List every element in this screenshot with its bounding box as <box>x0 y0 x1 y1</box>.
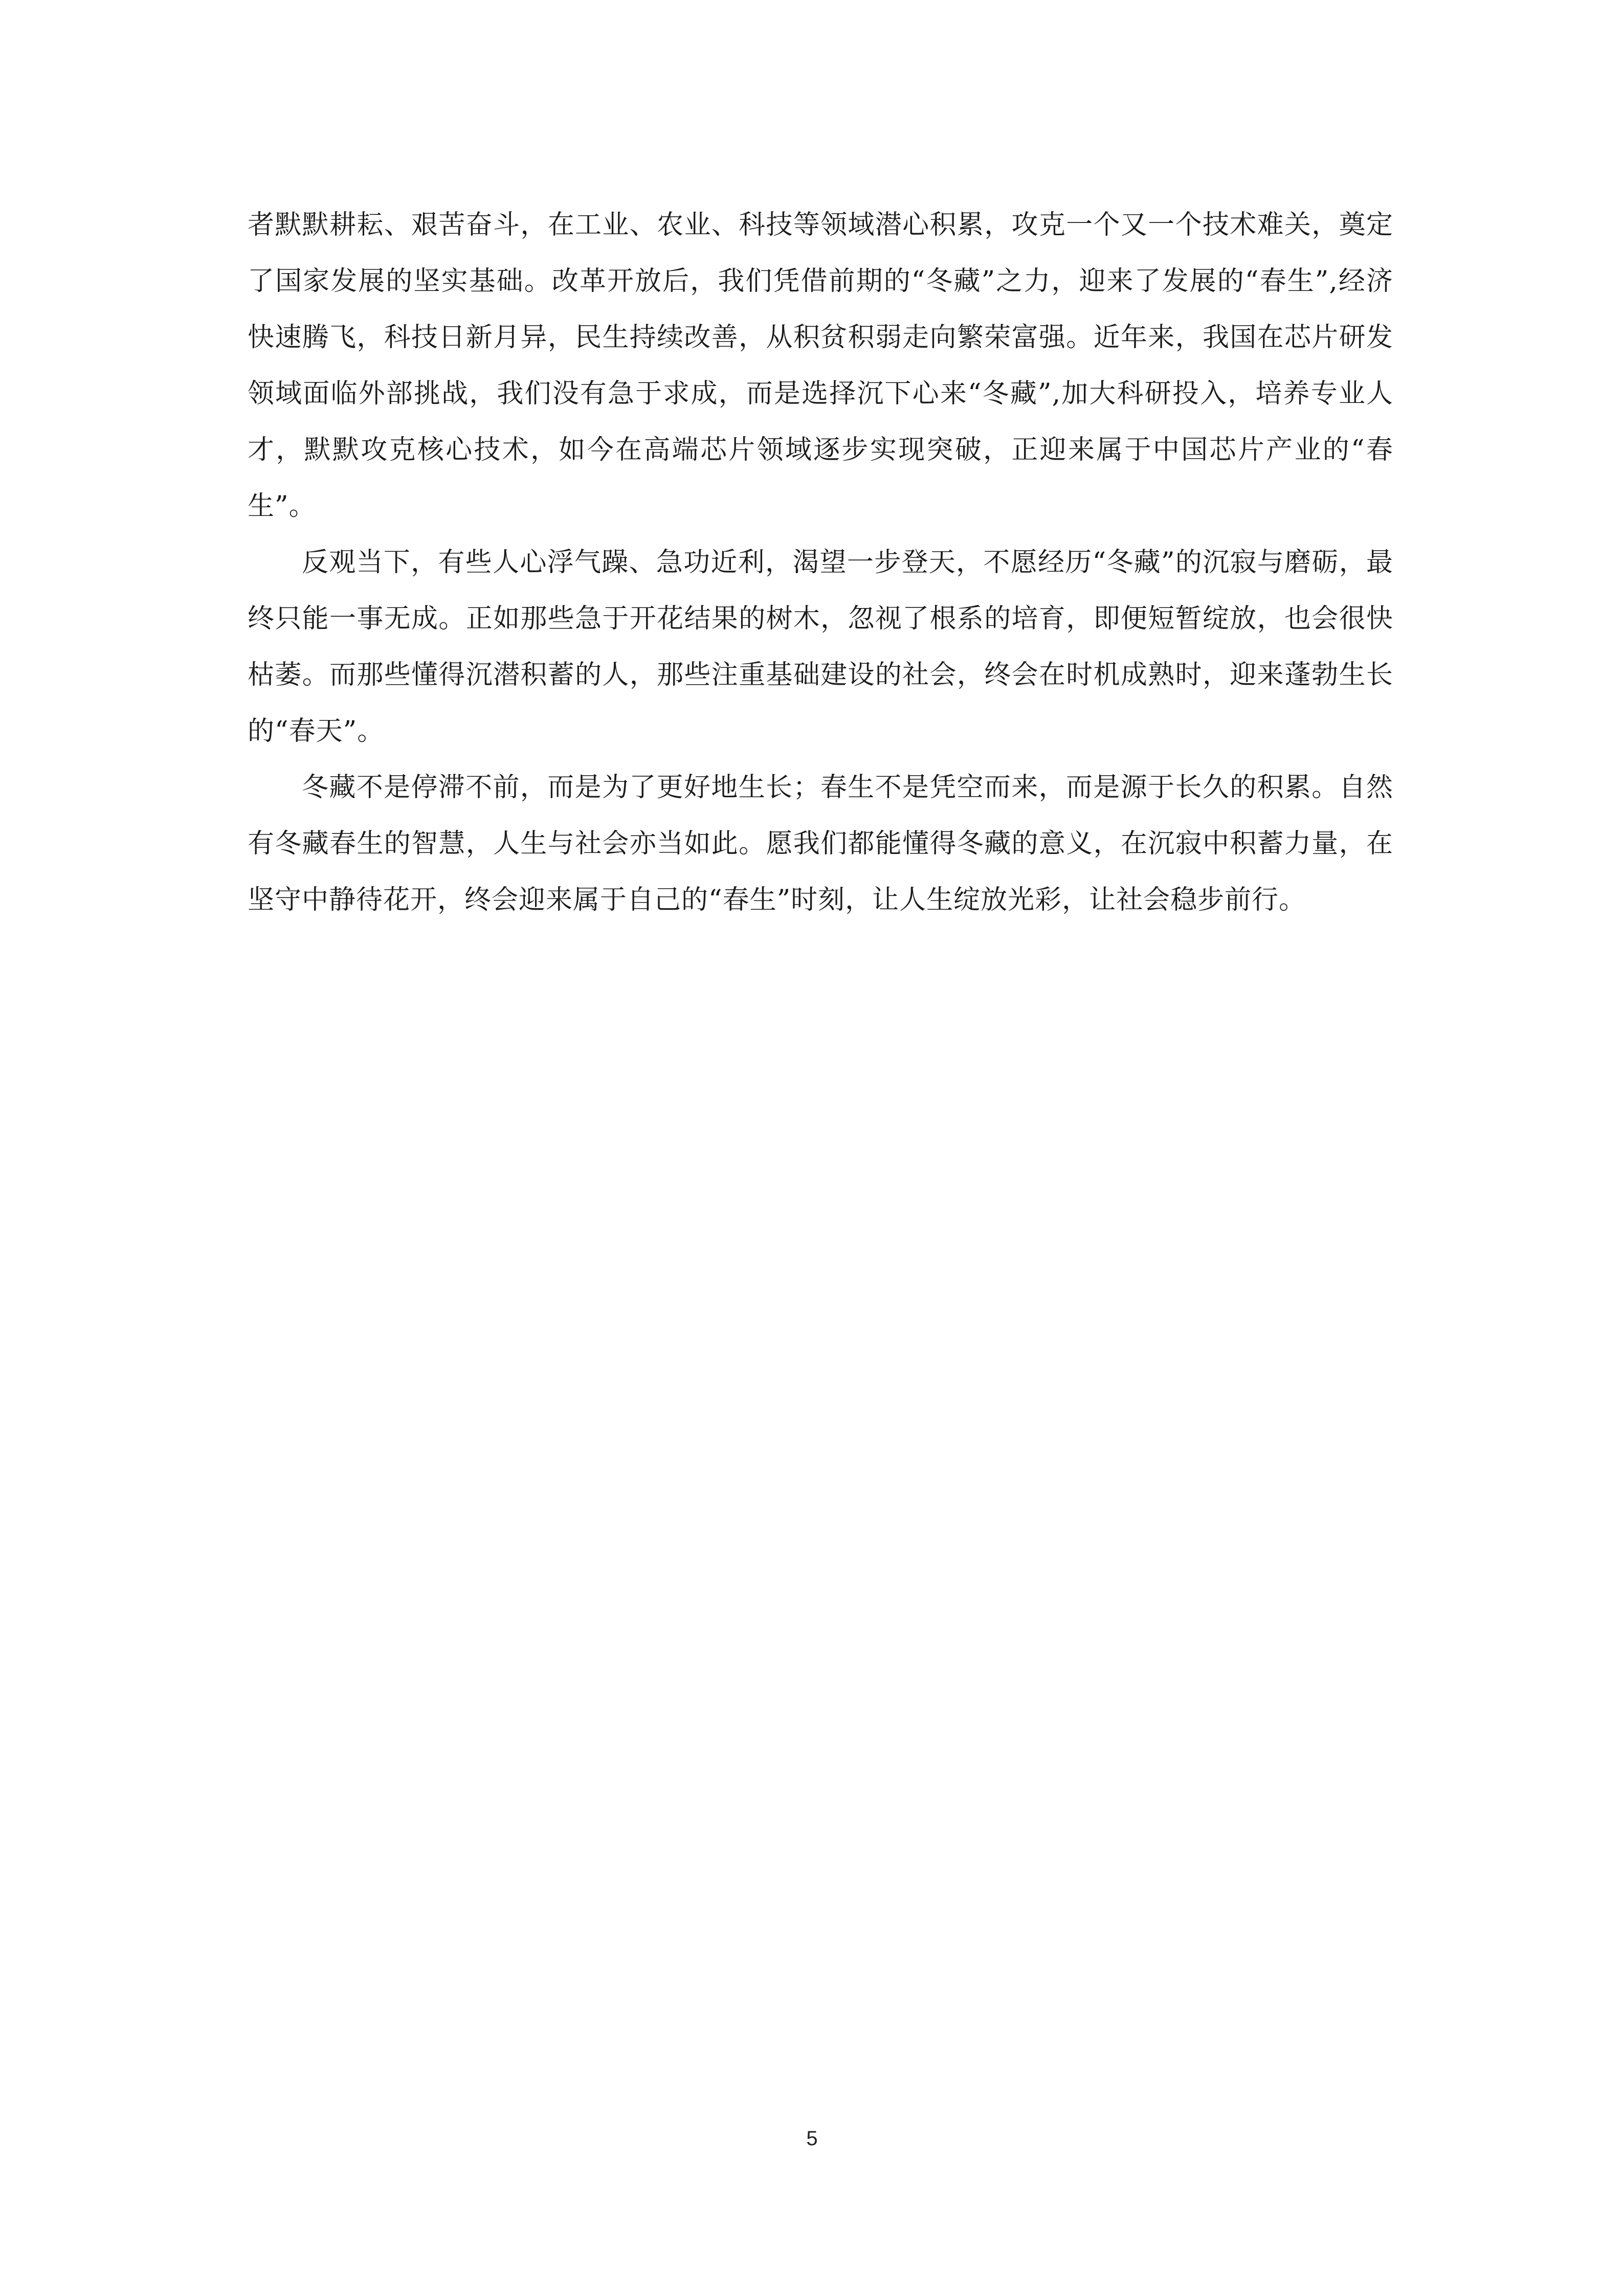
paragraph-continuation: 者默默耕耘、艰苦奋斗，在工业、农业、科技等领域潜心积累，攻克一个又一个技术难关，奠定了国家发展的坚实基础。改革开放后，我们凭借前期的“冬藏”之力，迎来了发展的“春生”,经济快速腾飞，科技日新月异，民生持续改善，从积贫积弱走向繁荣富强。近年来，我国在芯片研发领域面临外部挑战，我们没有急于求成，而是选择沉下心来“冬藏”,加大科研投入，培养专业人才，默默攻克核心技术，如今在高端芯片领域逐步实现突破，正迎来属于中国芯片产业的“春生”。 <box>248 210 1393 522</box>
paragraph-contrast: 反观当下，有些人心浮气躁、急功近利，渴望一步登天，不愿经历“冬藏”的沉寂与磨砺，最终只能一事无成。正如那些急于开花结果的树木，忽视了根系的培育，即便短暂绽放，也会很快枯萎。而那些懂得沉潜积蓄的人，那些注重基础建设的社会，终会在时机成熟时，迎来蓬勃生长的“春天”。 <box>248 547 1393 747</box>
document-body <box>248 197 1393 928</box>
page-number: 5 <box>806 2127 818 2150</box>
paragraph-conclusion: 冬藏不是停滞不前，而是为了更好地生长；春生不是凭空而来，而是源于长久的积累。自然有冬藏春生的智慧，人生与社会亦当如此。愿我们都能懂得冬藏的意义，在沉寂中积蓄力量，在坚守中静待花开，终会迎来属于自己的“春生”时刻，让人生绽放光彩，让社会稳步前行。 <box>248 772 1393 915</box>
